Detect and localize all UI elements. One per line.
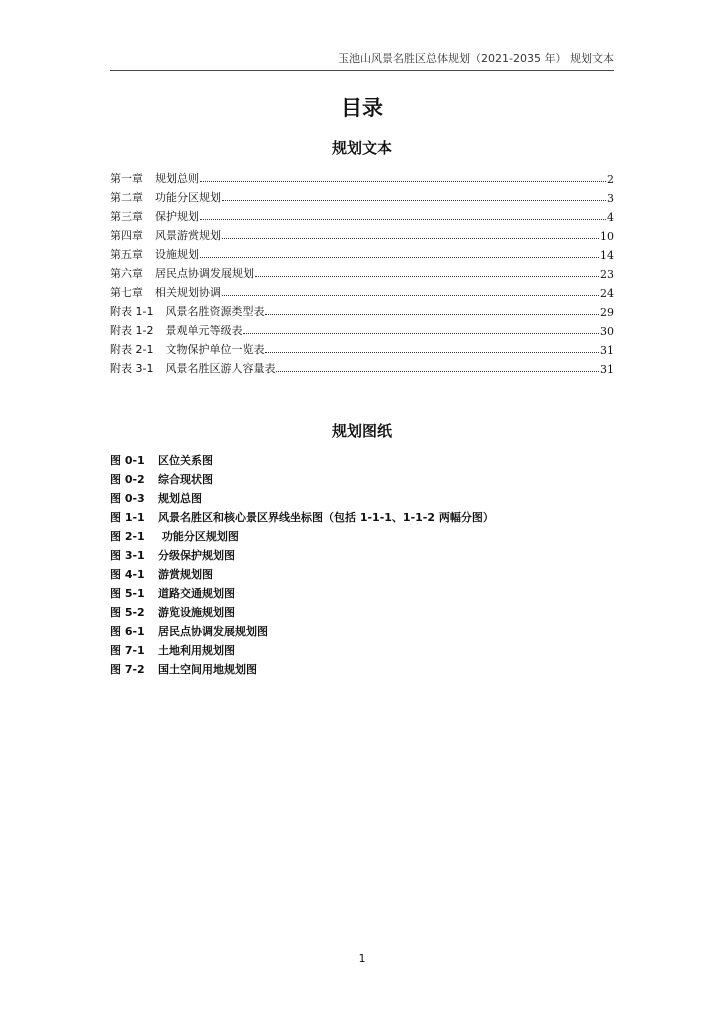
map-title: 规划总图: [158, 491, 202, 505]
map-title: 居民点协调发展规划图: [158, 624, 268, 638]
toc-chapter: 第一章: [110, 172, 143, 185]
toc-page: 10: [600, 230, 614, 243]
toc-title: 风景名胜区游人容量表: [165, 362, 276, 375]
map-code: 图 7-2: [110, 662, 145, 676]
toc-page: 23: [600, 268, 614, 281]
toc-page: 2: [607, 173, 614, 186]
map-title: 游赏规划图: [158, 567, 213, 581]
toc-title: 文物保护单位一览表: [165, 343, 265, 356]
toc-entry[interactable]: [110, 319, 614, 338]
map-entry[interactable]: [110, 488, 614, 507]
toc-page: 31: [600, 363, 614, 376]
toc-title: 规划总则: [155, 172, 199, 185]
map-entry[interactable]: [110, 659, 614, 678]
page-title: 目录: [341, 96, 383, 120]
map-title: 功能分区规划图: [158, 529, 239, 543]
map-title: 游览设施规划图: [158, 605, 235, 619]
toc-entry[interactable]: [110, 167, 614, 186]
toc-chapter: 第五章: [110, 248, 143, 261]
toc-title: 设施规划: [155, 248, 199, 261]
dot-leader: [200, 180, 606, 182]
maps-section-title: 规划图纸: [331, 422, 392, 440]
toc-chapter: 附表 3-1: [110, 362, 154, 375]
map-code: 图 2-1: [110, 529, 145, 543]
toc-title: 风景名胜资源类型表: [165, 305, 265, 318]
dot-leader: [265, 351, 599, 353]
dot-leader: [265, 313, 599, 315]
map-entry[interactable]: [110, 545, 614, 564]
toc-page: 24: [600, 287, 614, 300]
dot-leader: [222, 294, 599, 296]
map-entry[interactable]: [110, 450, 614, 469]
toc-chapter: 附表 2-1: [110, 343, 154, 356]
toc-page: 30: [600, 325, 614, 338]
dot-leader: [243, 332, 599, 334]
toc-entry[interactable]: [110, 224, 614, 243]
map-code: 图 0-2: [110, 472, 145, 486]
toc-page: 3: [607, 192, 614, 205]
toc-title: 风景游赏规划: [155, 229, 221, 242]
map-entry[interactable]: [110, 583, 614, 602]
toc-chapter: 第三章: [110, 210, 143, 223]
page-number: 1: [358, 952, 366, 965]
map-code: 图 0-1: [110, 453, 145, 467]
toc-title: 功能分区规划: [155, 191, 221, 204]
toc-page: 29: [600, 306, 614, 319]
map-entry[interactable]: [110, 640, 614, 659]
toc-page: 31: [600, 344, 614, 357]
map-title: 风景名胜区和核心景区界线坐标图（包括 1-1-1、1-1-2 两幅分图）: [158, 510, 494, 524]
toc-title: 居民点协调发展规划: [155, 267, 254, 280]
running-header: [110, 50, 614, 71]
map-title: 土地利用规划图: [158, 643, 235, 657]
running-title: 玉池山风景名胜区总体规划（2021-2035 年） 规划文本: [338, 52, 614, 65]
map-entry[interactable]: [110, 564, 614, 583]
map-code: 图 6-1: [110, 624, 145, 638]
toc-entry[interactable]: [110, 338, 614, 357]
dot-leader: [200, 218, 606, 220]
toc-chapter: 第四章: [110, 229, 143, 242]
text-section-title: 规划文本: [331, 139, 392, 157]
toc-entry[interactable]: [110, 186, 614, 205]
map-code: 图 5-1: [110, 586, 145, 600]
map-code: 图 7-1: [110, 643, 145, 657]
map-title: 道路交通规划图: [158, 586, 235, 600]
map-entry[interactable]: [110, 526, 614, 545]
toc-title: 保护规划: [155, 210, 199, 223]
toc-list: [110, 167, 614, 376]
map-entry[interactable]: [110, 621, 614, 640]
toc-chapter: 第二章: [110, 191, 143, 204]
toc-page: 14: [600, 249, 614, 262]
toc-page: 4: [607, 211, 614, 224]
map-code: 图 4-1: [110, 567, 145, 581]
map-code: 图 1-1: [110, 510, 145, 524]
toc-entry[interactable]: [110, 205, 614, 224]
toc-entry[interactable]: [110, 281, 614, 300]
map-list: [110, 450, 614, 678]
toc-chapter: 附表 1-1: [110, 305, 154, 318]
dot-leader: [222, 199, 606, 201]
map-code: 图 0-3: [110, 491, 145, 505]
toc-chapter: 第六章: [110, 267, 143, 280]
toc-entry[interactable]: [110, 357, 614, 376]
toc-chapter: 第七章: [110, 286, 143, 299]
map-title: 国土空间用地规划图: [158, 662, 257, 676]
map-code: 图 3-1: [110, 548, 145, 562]
map-title: 综合现状图: [158, 472, 213, 486]
dot-leader: [200, 256, 599, 258]
map-entry[interactable]: [110, 602, 614, 621]
map-title: 区位关系图: [158, 453, 213, 467]
dot-leader: [255, 275, 599, 277]
map-code: 图 5-2: [110, 605, 145, 619]
map-entry[interactable]: [110, 469, 614, 488]
map-entry[interactable]: [110, 507, 614, 526]
dot-leader: [276, 370, 599, 372]
toc-entry[interactable]: [110, 300, 614, 319]
toc-chapter: 附表 1-2: [110, 324, 154, 337]
toc-title: 相关规划协调: [155, 286, 221, 299]
map-title: 分级保护规划图: [158, 548, 235, 562]
toc-title: 景观单元等级表: [165, 324, 243, 337]
dot-leader: [222, 237, 599, 239]
toc-entry[interactable]: [110, 262, 614, 281]
toc-entry[interactable]: [110, 243, 614, 262]
